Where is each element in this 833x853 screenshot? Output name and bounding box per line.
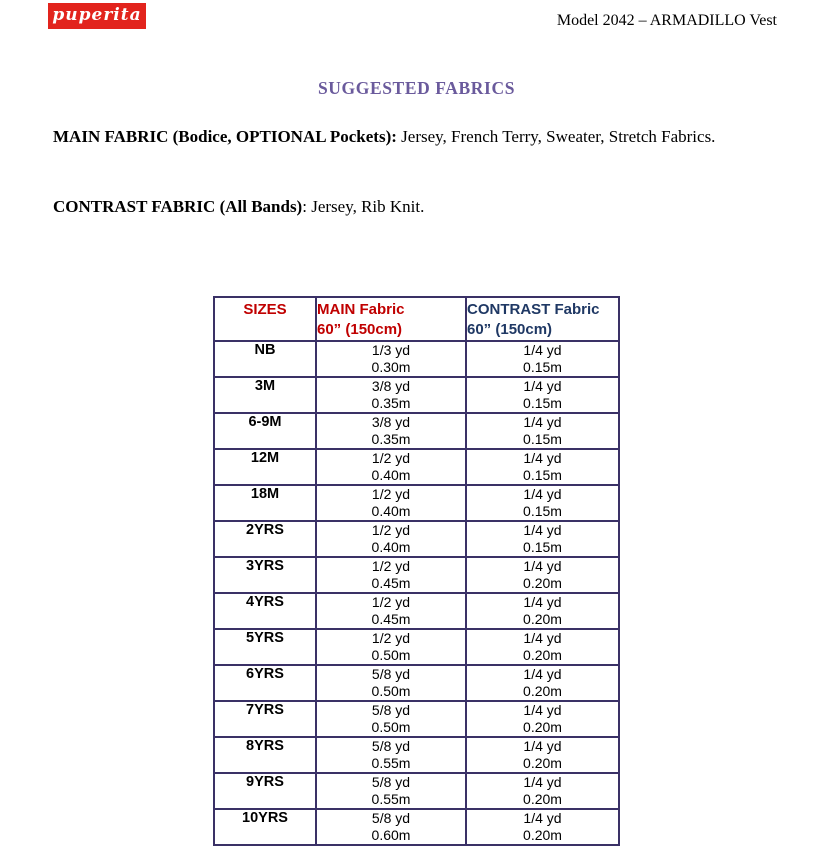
main-m-value: 0.35m [371,431,411,447]
main-m-value: 0.30m [371,359,411,375]
main-yd-value: 1/2 yd [371,630,411,646]
contrast-fabric-cell [466,485,619,521]
contrast-fabric-cell [466,701,619,737]
main-yd-value: 1/2 yd [371,594,411,610]
table-row [214,773,619,809]
main-fabric-cell [316,377,466,413]
main-m-value: 0.35m [371,395,411,411]
table-row [214,449,619,485]
contrast-yd-value: 1/4 yd [523,414,562,430]
main-m-value: 0.40m [371,539,411,555]
fabric-requirements-table [213,296,620,846]
size-label: 12M [214,449,316,485]
contrast-yd-value: 1/4 yd [523,342,562,358]
size-label: NB [214,341,316,377]
contrast-fabric-cell [466,377,619,413]
size-label: 2YRS [214,521,316,557]
contrast-fabric-cell [466,737,619,773]
main-yd-value: 1/2 yd [371,558,411,574]
contrast-fabric-cell [466,521,619,557]
table-row [214,341,619,377]
size-label: 3M [214,377,316,413]
paragraph-main-fabric [53,122,776,152]
page-title: SUGGESTED FABRICS [317,78,516,98]
main-fabric-column-header: MAIN Fabric 60” (150cm) [316,297,466,341]
main-fabric-cell [316,665,466,701]
table-row [214,665,619,701]
main-m-value: 0.45m [371,575,411,591]
contrast-fabric-cell [466,449,619,485]
size-label: 7YRS [214,701,316,737]
main-fabric-cell [316,773,466,809]
contrast-yd-value: 1/4 yd [523,810,562,826]
table-header-row [214,297,619,341]
size-label: 5YRS [214,629,316,665]
table-row [214,413,619,449]
main-m-value: 0.55m [371,755,411,771]
contrast-m-value: 0.20m [523,755,562,771]
contrast-m-value: 0.15m [523,539,562,555]
contrast-m-value: 0.15m [523,395,562,411]
contrast-yd-value: 1/4 yd [523,450,562,466]
contrast-fabric-cell [466,413,619,449]
puperita-logo [48,3,146,29]
main-fabric-values: Jersey, French Terry, Sweater, Stretch Fabrics. [396,127,716,146]
main-fabric-cell [316,485,466,521]
main-fabric-label: MAIN FABRIC (Bodice, OPTIONAL Pockets): [53,127,397,146]
contrast-yd-value: 1/4 yd [523,522,562,538]
size-label: 6YRS [214,665,316,701]
main-yd-value: 5/8 yd [371,666,411,682]
main-m-value: 0.60m [371,827,411,843]
contrast-m-value: 0.20m [523,611,562,627]
sizes-column-header: SIZES [214,297,316,341]
model-header: Model 2042 – ARMADILLO Vest [556,12,777,29]
table-row [214,737,619,773]
contrast-fabric-cell [466,593,619,629]
contrast-m-value: 0.20m [523,683,562,699]
main-fabric-cell [316,341,466,377]
main-m-value: 0.45m [371,611,411,627]
contrast-fabric-cell [466,341,619,377]
main-m-value: 0.40m [371,503,411,519]
table-row [214,521,619,557]
size-label: 4YRS [214,593,316,629]
contrast-m-value: 0.15m [523,467,562,483]
main-m-value: 0.50m [371,683,411,699]
main-fabric-cell [316,413,466,449]
contrast-m-value: 0.20m [523,719,562,735]
main-fabric-cell [316,521,466,557]
contrast-m-value: 0.15m [523,503,562,519]
contrast-fabric-cell [466,773,619,809]
table-row [214,701,619,737]
table-row [214,809,619,845]
size-label: 8YRS [214,737,316,773]
main-fabric-cell [316,593,466,629]
size-label: 18M [214,485,316,521]
table-row [214,485,619,521]
contrast-yd-value: 1/4 yd [523,594,562,610]
contrast-m-value: 0.20m [523,647,562,663]
size-label: 10YRS [214,809,316,845]
contrast-fabric-cell [466,557,619,593]
contrast-m-value: 0.15m [523,431,562,447]
main-yd-value: 3/8 yd [371,378,411,394]
contrast-yd-value: 1/4 yd [523,378,562,394]
contrast-fabric-label: CONTRAST FABRIC (All Bands) [53,197,303,216]
main-yd-value: 5/8 yd [371,774,411,790]
contrast-yd-value: 1/4 yd [523,486,562,502]
contrast-m-value: 0.20m [523,575,562,591]
main-m-value: 0.50m [371,647,411,663]
main-fabric-cell [316,737,466,773]
logo-text: puperita [52,4,142,25]
contrast-yd-value: 1/4 yd [523,774,562,790]
size-label: 6-9M [214,413,316,449]
main-fabric-cell [316,557,466,593]
size-label: 3YRS [214,557,316,593]
table-row [214,377,619,413]
main-yd-value: 1/2 yd [371,450,411,466]
contrast-m-value: 0.20m [523,827,562,843]
table-row [214,557,619,593]
contrast-fabric-cell [466,665,619,701]
paragraph-contrast-fabric [53,192,776,222]
main-fabric-cell [316,629,466,665]
main-m-value: 0.50m [371,719,411,735]
contrast-fabric-column-header: CONTRAST Fabric 60” (150cm) [466,297,619,341]
contrast-yd-value: 1/4 yd [523,666,562,682]
main-yd-value: 5/8 yd [371,702,411,718]
main-m-value: 0.40m [371,467,411,483]
contrast-yd-value: 1/4 yd [523,558,562,574]
fabric-table-body [214,341,619,845]
contrast-yd-value: 1/4 yd [523,738,562,754]
main-yd-value: 3/8 yd [371,414,411,430]
contrast-fabric-cell [466,629,619,665]
contrast-fabric-cell [466,809,619,845]
table-row [214,629,619,665]
contrast-yd-value: 1/4 yd [523,630,562,646]
table-row [214,593,619,629]
main-m-value: 0.55m [371,791,411,807]
contrast-m-value: 0.20m [523,791,562,807]
main-fabric-cell [316,809,466,845]
contrast-m-value: 0.15m [523,359,562,375]
main-fabric-cell [316,449,466,485]
main-yd-value: 1/2 yd [371,522,411,538]
size-label: 9YRS [214,773,316,809]
main-fabric-cell [316,701,466,737]
contrast-fabric-values: : Jersey, Rib Knit. [302,197,425,216]
contrast-yd-value: 1/4 yd [523,702,562,718]
main-yd-value: 1/3 yd [371,342,411,358]
main-yd-value: 1/2 yd [371,486,411,502]
main-yd-value: 5/8 yd [371,810,411,826]
main-yd-value: 5/8 yd [371,738,411,754]
